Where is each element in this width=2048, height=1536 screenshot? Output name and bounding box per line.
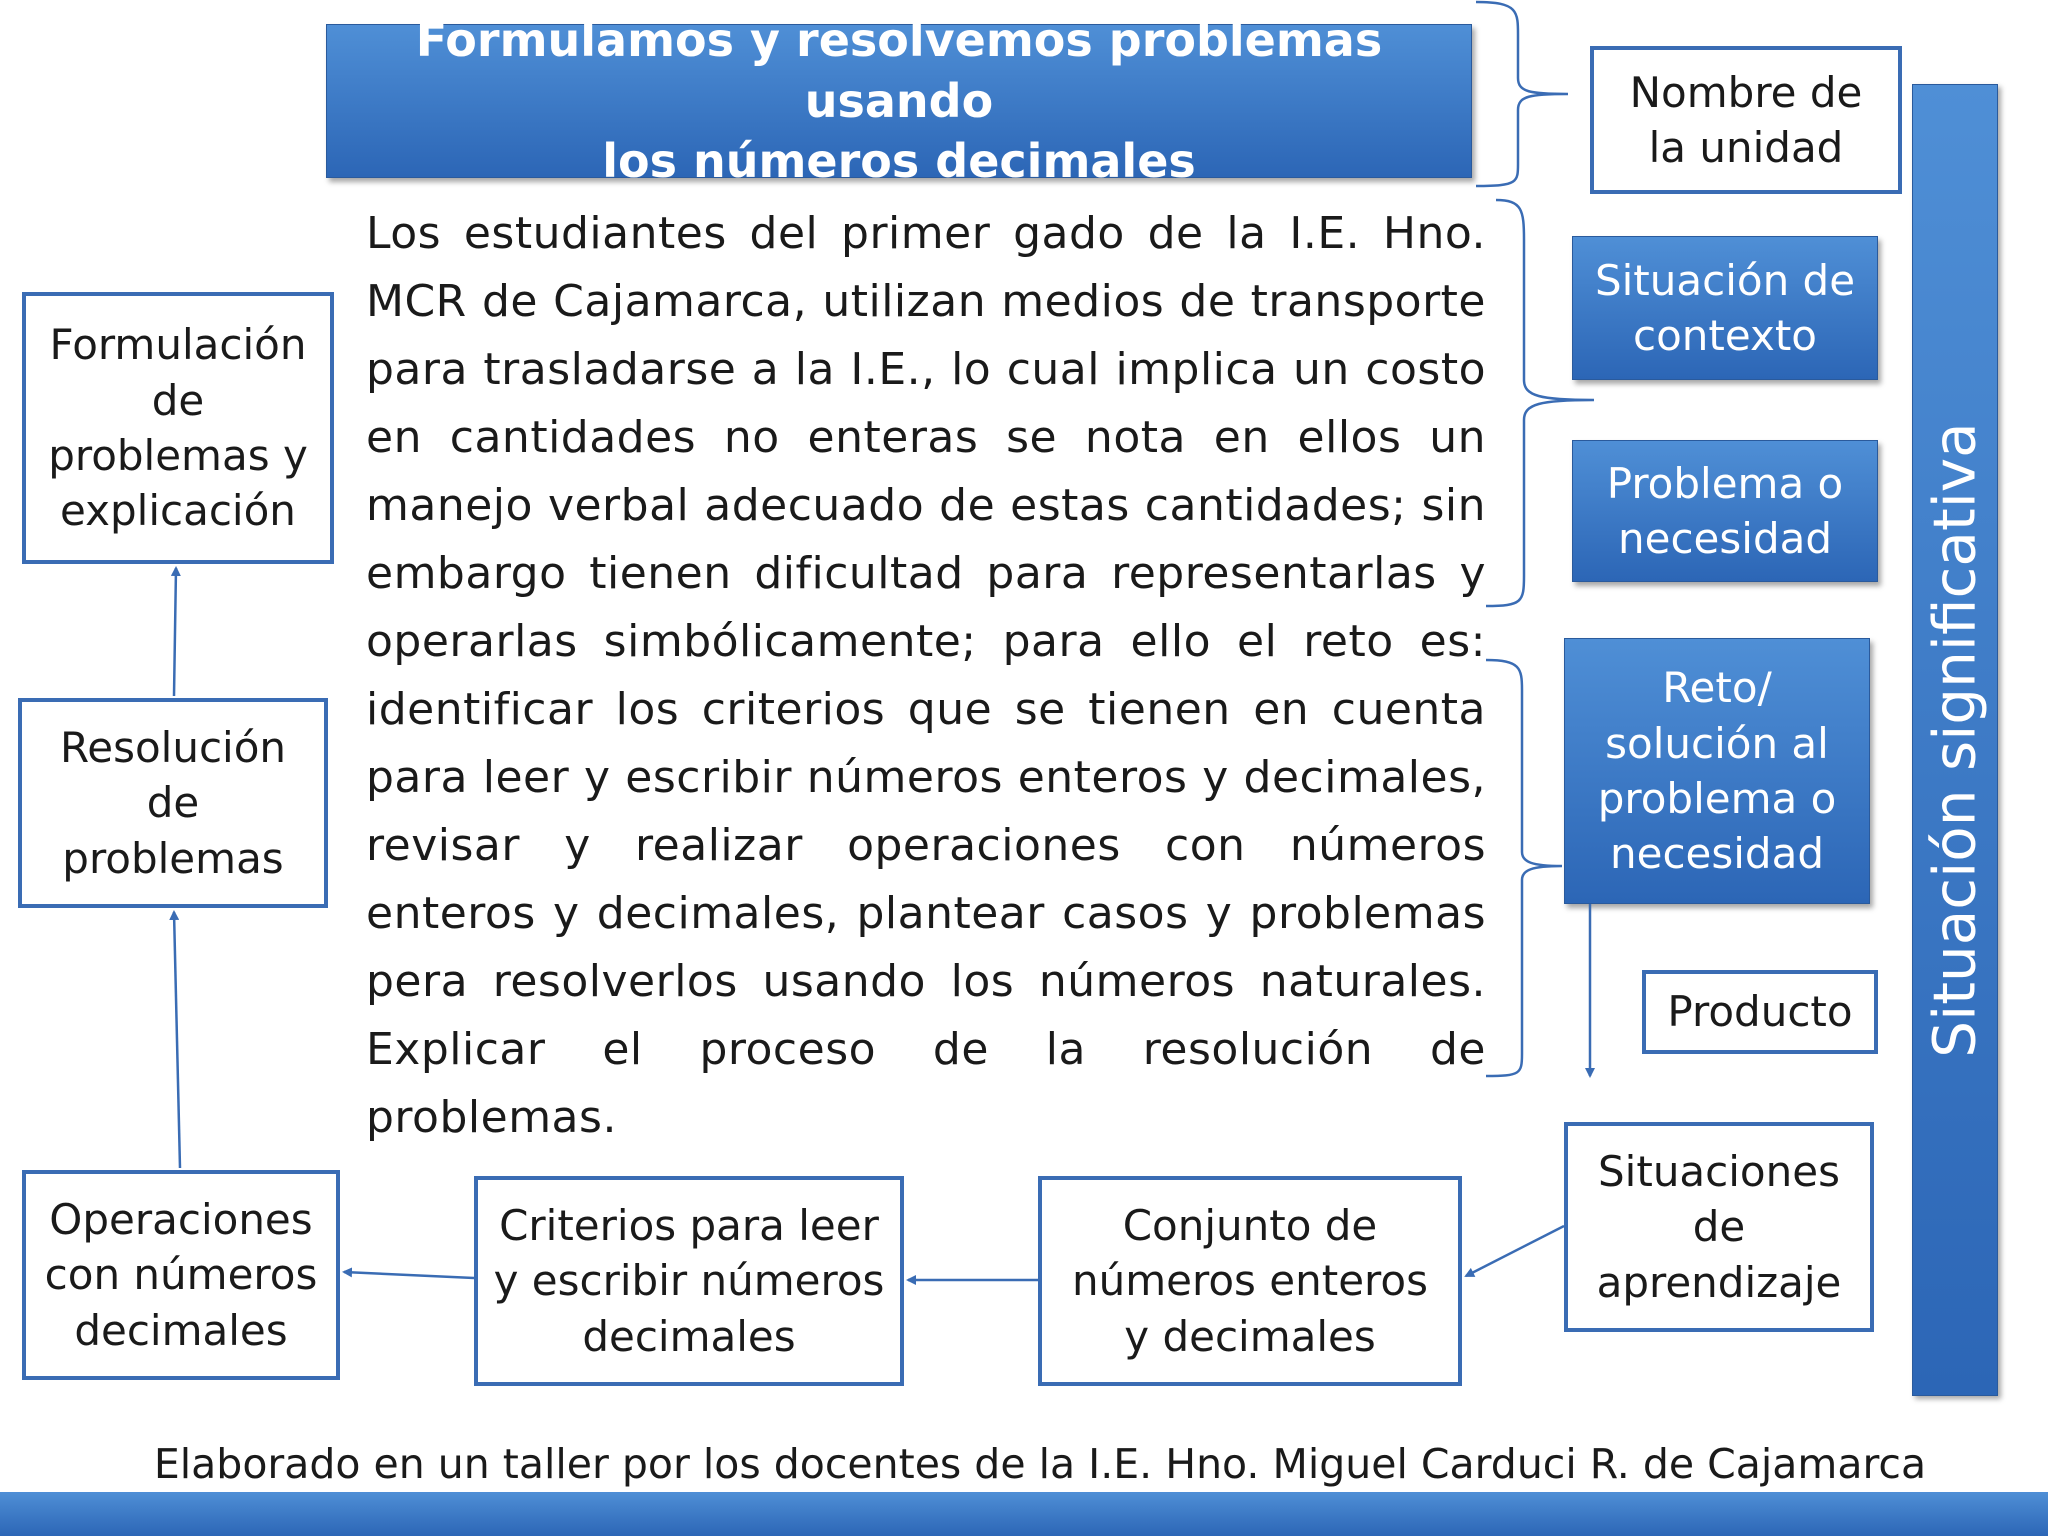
label-reto: Reto/ solución al problema o necesidad: [1564, 638, 1870, 904]
box-criterios: Criterios para leer y escribir números decimales: [474, 1176, 904, 1386]
situacion-significativa-label: Situación significativa: [1921, 422, 1989, 1058]
brace-contexto-problema: [1486, 200, 1594, 606]
box-formulacion: Formulación de problemas y explicación: [22, 292, 334, 564]
label-problema-necesidad: Problema o necesidad: [1572, 440, 1878, 582]
arrow-resolucion-formulacion: [174, 568, 176, 696]
arrow-criterios-operaciones: [344, 1272, 474, 1278]
unit-title: Formulamos y resolvemos problemas usando los números decimales: [415, 12, 1383, 189]
brace-nombre-unidad: [1476, 2, 1568, 186]
label-producto: Producto: [1642, 970, 1878, 1054]
bottom-band: [0, 1492, 2048, 1536]
arrow-situaciones-conjunto: [1466, 1226, 1564, 1276]
box-resolucion: Resolución de problemas: [18, 698, 328, 908]
arrow-operaciones-resolucion: [174, 912, 180, 1168]
label-situacion-contexto: Situación de contexto: [1572, 236, 1878, 380]
box-operaciones: Operaciones con números decimales: [22, 1170, 340, 1380]
label-nombre-unidad: Nombre de la unidad: [1590, 46, 1902, 194]
footer-credit: Elaborado en un taller por los docentes de la I.E. Hno. Miguel Carduci R. de Cajamarca: [153, 1440, 1927, 1488]
situation-paragraph: Los estudiantes del primer gado de la I.E. Hno. MCR de Cajamarca, utilizan medios de transporte para trasladarse a la I.E., lo cual implica un costo en cantidades no enteras se nota en ellos un manejo verbal adecuado de estas cantidades; sin embargo tienen dificultad para representarlas y operarlas simbólicamente; para ello el reto es: identificar los criterios que se tienen en cuenta para leer y escribir números enteros y decimales, revisar y realizar operaciones con números enteros y decimales, plantear casos y problemas pera resolverlos usando los números naturales. Explicar el proceso de la resolución de problemas.: [366, 208, 1486, 1143]
box-situaciones-aprendizaje: Situaciones de aprendizaje: [1564, 1122, 1874, 1332]
box-conjunto-numeros: Conjunto de números enteros y decimales: [1038, 1176, 1462, 1386]
brace-reto: [1486, 660, 1562, 1076]
